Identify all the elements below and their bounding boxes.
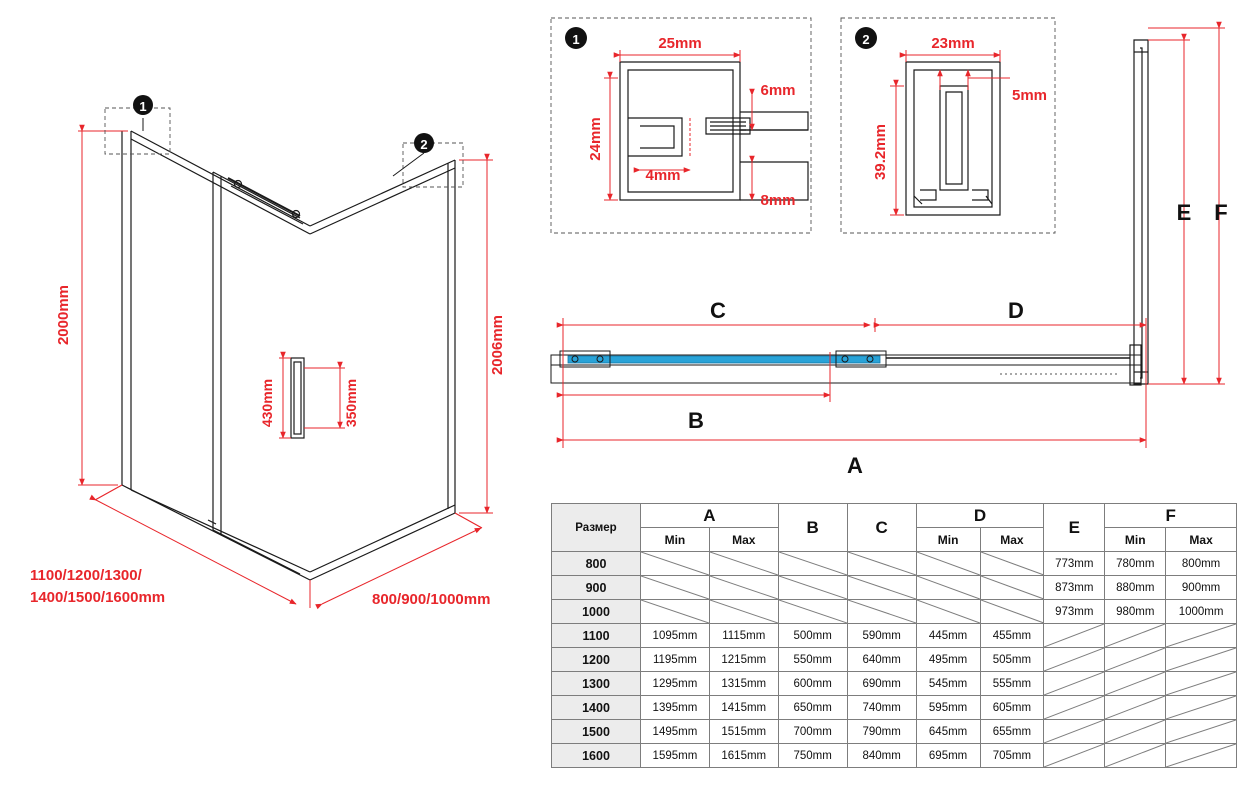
callout-leaders	[105, 108, 463, 187]
header-D-max: Max	[980, 528, 1044, 552]
header-D: D	[916, 504, 1044, 528]
cell-A-max: 1415mm	[709, 696, 778, 720]
dim-width-line2: 1400/1500/1600mm	[30, 589, 166, 606]
cell-F-max: 800mm	[1166, 552, 1237, 576]
table-row	[552, 624, 1237, 648]
cell-A-max	[709, 600, 778, 624]
cell-C	[847, 600, 916, 624]
row-size-label: 1400	[552, 696, 641, 720]
cell-F-max	[1166, 648, 1237, 672]
table-row	[552, 648, 1237, 672]
cell-B: 500mm	[778, 624, 847, 648]
cell-F-max	[1166, 696, 1237, 720]
table-row	[552, 720, 1237, 744]
row-size-label: 1000	[552, 600, 641, 624]
row-size-label: 1100	[552, 624, 641, 648]
cell-C	[847, 552, 916, 576]
enclosure-dimensions	[78, 131, 493, 608]
cell-E: 773mm	[1044, 552, 1105, 576]
cell-D-min	[916, 576, 980, 600]
header-A: A	[641, 504, 779, 528]
cell-A-min: 1495mm	[641, 720, 710, 744]
cell-F-min: 780mm	[1105, 552, 1166, 576]
header-size: Размер	[552, 504, 641, 552]
detail-2-inner-dim: 5mm	[1012, 87, 1048, 104]
cell-F-min: 880mm	[1105, 576, 1166, 600]
cell-D-max: 605mm	[980, 696, 1044, 720]
row-size-label: 1300	[552, 672, 641, 696]
cell-D-max	[980, 552, 1044, 576]
cell-F-max: 900mm	[1166, 576, 1237, 600]
cell-D-max: 655mm	[980, 720, 1044, 744]
cell-C: 790mm	[847, 720, 916, 744]
cell-A-min: 1395mm	[641, 696, 710, 720]
detail-2-marker: 2	[862, 32, 870, 47]
cell-B: 600mm	[778, 672, 847, 696]
detail-2-top-dim: 23mm	[931, 35, 975, 52]
cell-A-max: 1515mm	[709, 720, 778, 744]
cell-C: 690mm	[847, 672, 916, 696]
header-C: C	[847, 504, 916, 552]
cell-A-min	[641, 552, 710, 576]
cell-A-max: 1215mm	[709, 648, 778, 672]
header-F-min: Min	[1105, 528, 1166, 552]
cell-B	[778, 576, 847, 600]
cell-C: 590mm	[847, 624, 916, 648]
cell-E	[1044, 672, 1105, 696]
dim-handle-height: 430mm	[259, 378, 275, 428]
cell-A-min	[641, 576, 710, 600]
cell-B: 700mm	[778, 720, 847, 744]
cell-A-min: 1295mm	[641, 672, 710, 696]
cell-D-min: 495mm	[916, 648, 980, 672]
cell-F-max	[1166, 720, 1237, 744]
row-size-label: 1600	[552, 744, 641, 768]
row-size-label: 800	[552, 552, 641, 576]
cell-E	[1044, 624, 1105, 648]
cell-D-min	[916, 552, 980, 576]
cell-F-max: 1000mm	[1166, 600, 1237, 624]
cell-D-max: 555mm	[980, 672, 1044, 696]
cell-F-min	[1105, 720, 1166, 744]
letter-E: E	[1176, 200, 1192, 225]
table-row	[552, 552, 1237, 576]
cell-E	[1044, 648, 1105, 672]
cell-D-max: 505mm	[980, 648, 1044, 672]
cell-D-min: 545mm	[916, 672, 980, 696]
callout-1-label: 1	[139, 99, 147, 114]
cell-F-min	[1105, 672, 1166, 696]
cell-A-min: 1595mm	[641, 744, 710, 768]
header-B: B	[778, 504, 847, 552]
cell-A-min: 1095mm	[641, 624, 710, 648]
cell-B	[778, 600, 847, 624]
cell-D-min: 645mm	[916, 720, 980, 744]
cell-C: 840mm	[847, 744, 916, 768]
detail-2-profile	[906, 62, 1000, 215]
row-size-label: 1200	[552, 648, 641, 672]
detail-1-right-top-dim: 6mm	[760, 82, 796, 99]
header-E: E	[1044, 504, 1105, 552]
header-D-min: Min	[916, 528, 980, 552]
dim-height-right: 2006mm	[489, 314, 506, 376]
cell-B: 650mm	[778, 696, 847, 720]
plan-view	[551, 345, 1141, 385]
row-size-label: 1500	[552, 720, 641, 744]
cell-F-max	[1166, 672, 1237, 696]
cell-D-max: 705mm	[980, 744, 1044, 768]
cell-A-max: 1615mm	[709, 744, 778, 768]
cell-A-max: 1115mm	[709, 624, 778, 648]
enclosure-3d-view	[95, 131, 482, 580]
table-body	[552, 552, 1237, 768]
cell-F-min: 980mm	[1105, 600, 1166, 624]
cell-B: 550mm	[778, 648, 847, 672]
cell-E	[1044, 696, 1105, 720]
letter-C: C	[710, 298, 726, 323]
table-header-row-1	[552, 504, 1237, 528]
cell-D-min: 595mm	[916, 696, 980, 720]
header-F-max: Max	[1166, 528, 1237, 552]
cell-A-max	[709, 552, 778, 576]
letter-B: B	[688, 408, 704, 433]
dim-depth: 800/900/1000mm	[372, 591, 491, 608]
cell-D-min: 695mm	[916, 744, 980, 768]
table-row	[552, 576, 1237, 600]
table-row	[552, 696, 1237, 720]
cell-D-max	[980, 576, 1044, 600]
cell-C	[847, 576, 916, 600]
detail-2-left-dim: 39.2mm	[872, 124, 889, 180]
cell-F-min	[1105, 744, 1166, 768]
letter-D: D	[1008, 298, 1024, 323]
cell-A-min: 1195mm	[641, 648, 710, 672]
detail-1-right-bottom-dim: 8mm	[760, 192, 796, 209]
size-spec-table	[551, 503, 1237, 768]
cell-A-max: 1315mm	[709, 672, 778, 696]
cell-E: 873mm	[1044, 576, 1105, 600]
header-A-max: Max	[709, 528, 778, 552]
cell-F-min	[1105, 648, 1166, 672]
table-row	[552, 600, 1237, 624]
cell-D-max: 455mm	[980, 624, 1044, 648]
header-F: F	[1105, 504, 1237, 528]
callout-badge-2	[414, 133, 434, 153]
cell-F-min	[1105, 696, 1166, 720]
cell-F-max	[1166, 624, 1237, 648]
letter-A: A	[847, 453, 863, 478]
callout-badge-1	[133, 95, 153, 115]
dim-handle-width: 350mm	[343, 378, 359, 428]
cell-B	[778, 552, 847, 576]
table-row	[552, 744, 1237, 768]
cell-C: 740mm	[847, 696, 916, 720]
header-A-min: Min	[641, 528, 710, 552]
cell-B: 750mm	[778, 744, 847, 768]
callout-2-label: 2	[420, 137, 428, 152]
cell-F-min	[1105, 624, 1166, 648]
cell-D-min	[916, 600, 980, 624]
cell-A-min	[641, 600, 710, 624]
table-header	[552, 504, 1237, 552]
dim-height-left: 2000mm	[55, 284, 72, 346]
detail-1-inner-dim: 4mm	[645, 167, 681, 184]
dim-width-line1: 1100/1200/1300/	[30, 567, 142, 584]
detail-1-top-dim: 25mm	[658, 35, 702, 52]
row-size-label: 900	[552, 576, 641, 600]
cell-D-max	[980, 600, 1044, 624]
cell-C: 640mm	[847, 648, 916, 672]
cell-D-min: 445mm	[916, 624, 980, 648]
cell-A-max	[709, 576, 778, 600]
cell-E: 973mm	[1044, 600, 1105, 624]
cell-F-max	[1166, 744, 1237, 768]
detail-1-left-dim: 24mm	[587, 117, 604, 161]
cell-E	[1044, 744, 1105, 768]
cell-E	[1044, 720, 1105, 744]
letter-F: F	[1214, 200, 1228, 225]
detail-1-marker: 1	[572, 32, 580, 47]
table-row	[552, 672, 1237, 696]
